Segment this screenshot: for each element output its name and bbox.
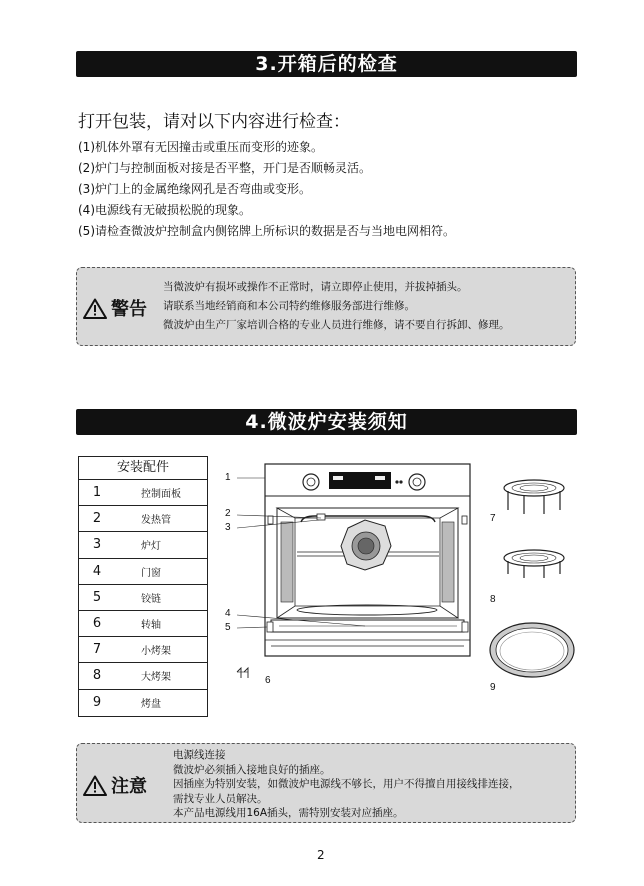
notice-line: 需找专业人员解决。	[173, 792, 268, 805]
part-number: 6	[92, 616, 102, 632]
check-intro: 打开包装，请对以下内容进行检查：	[78, 112, 350, 132]
parts-table	[78, 456, 208, 717]
display-panel	[329, 472, 391, 489]
part-name: 控制面板	[141, 489, 181, 501]
table-row	[79, 480, 207, 506]
list-item: (5)请检查微波炉控制盒内侧铭牌上所标识的数据是否与当地电网相符。	[78, 224, 456, 238]
warning-line: 微波炉由生产厂家培训合格的专业人员进行维修，请不要自行拆卸、修理。	[163, 319, 510, 331]
part-name: 大烤架	[141, 672, 171, 684]
list-item: (4)电源线有无破损松脱的现象。	[78, 203, 251, 217]
part-name: 铰链	[141, 593, 161, 605]
part-name: 炉灯	[141, 541, 161, 553]
table-row	[79, 637, 207, 663]
diagram-label: 5	[225, 622, 231, 633]
table-row	[79, 663, 207, 689]
part-number: 5	[92, 589, 102, 605]
lamp	[317, 514, 325, 520]
warning-triangle-icon	[83, 775, 107, 796]
notice-text	[173, 748, 520, 821]
part-number: 4	[92, 563, 102, 579]
check-list	[78, 137, 455, 242]
diagram-label: 9	[490, 682, 496, 693]
part-name: 转轴	[141, 620, 161, 632]
notice-line: 微波炉必须插入接地良好的插座。	[173, 763, 331, 776]
hinge-left	[267, 622, 273, 632]
table-row	[79, 506, 207, 532]
table-row	[79, 532, 207, 558]
notice-heading	[83, 772, 147, 798]
notice-line: 电源线连接	[173, 749, 226, 761]
section-3-title: 3.开箱后的检查	[76, 51, 577, 77]
diagram-label: 7	[490, 513, 496, 524]
small-rack-drawing	[496, 474, 576, 524]
warning-label: 警告	[111, 299, 147, 320]
warning-line: 当微波炉有损坏或操作不正常时，请立即停止使用，并拔掉插头。	[163, 281, 468, 293]
warning-box	[76, 267, 576, 346]
diagram-label: 8	[490, 594, 496, 605]
shaft-icon	[237, 668, 248, 678]
list-item: (2)炉门与控制面板对接是否平整，开门是否顺畅灵活。	[78, 161, 372, 175]
hinge-right	[462, 622, 468, 632]
page-number: 2	[317, 848, 325, 862]
notice-label: 注意	[111, 776, 147, 797]
oven-diagram	[225, 460, 485, 685]
notice-line: 因插座为特别安装，如微波炉电源线不够长，用户不得擅自用接线排连接，	[173, 778, 520, 790]
warning-line: 请联系当地经销商和本公司特约维修服务部进行维修。	[163, 300, 415, 312]
part-number: 7	[92, 642, 102, 658]
part-number: 3	[92, 537, 102, 553]
large-rack-drawing	[496, 544, 576, 592]
list-item: (3)炉门上的金属绝缘网孔是否弯曲或变形。	[78, 182, 311, 196]
table-row	[79, 611, 207, 637]
tray-drawing	[488, 620, 578, 682]
warning-heading	[83, 295, 147, 321]
part-name: 门窗	[141, 567, 161, 579]
part-number: 1	[92, 485, 102, 501]
notice-box	[76, 743, 576, 823]
part-name: 小烤架	[141, 646, 171, 658]
table-row	[79, 559, 207, 585]
diagram-label: 4	[225, 608, 231, 619]
section-4-title: 4.微波炉安装须知	[76, 409, 577, 435]
part-number: 2	[92, 511, 102, 527]
list-item: (1)机体外罩有无因撞击或重压而变形的迹象。	[78, 140, 323, 154]
warning-text	[163, 278, 510, 335]
part-name: 发热管	[141, 515, 171, 527]
table-row	[79, 585, 207, 611]
diagram-label: 6	[265, 675, 271, 686]
diagram-label: 1	[225, 472, 231, 483]
part-number: 8	[92, 668, 102, 684]
warning-triangle-icon	[83, 298, 107, 319]
part-number: 9	[92, 695, 102, 711]
diagram-label: 3	[225, 522, 231, 533]
notice-line: 本产品电源线用16A插头，需特别安装对应插座。	[173, 807, 404, 819]
parts-table-header: 安装配件	[79, 457, 207, 480]
diagram-label: 2	[225, 508, 231, 519]
part-name: 烤盘	[141, 699, 161, 711]
table-row	[79, 690, 207, 716]
